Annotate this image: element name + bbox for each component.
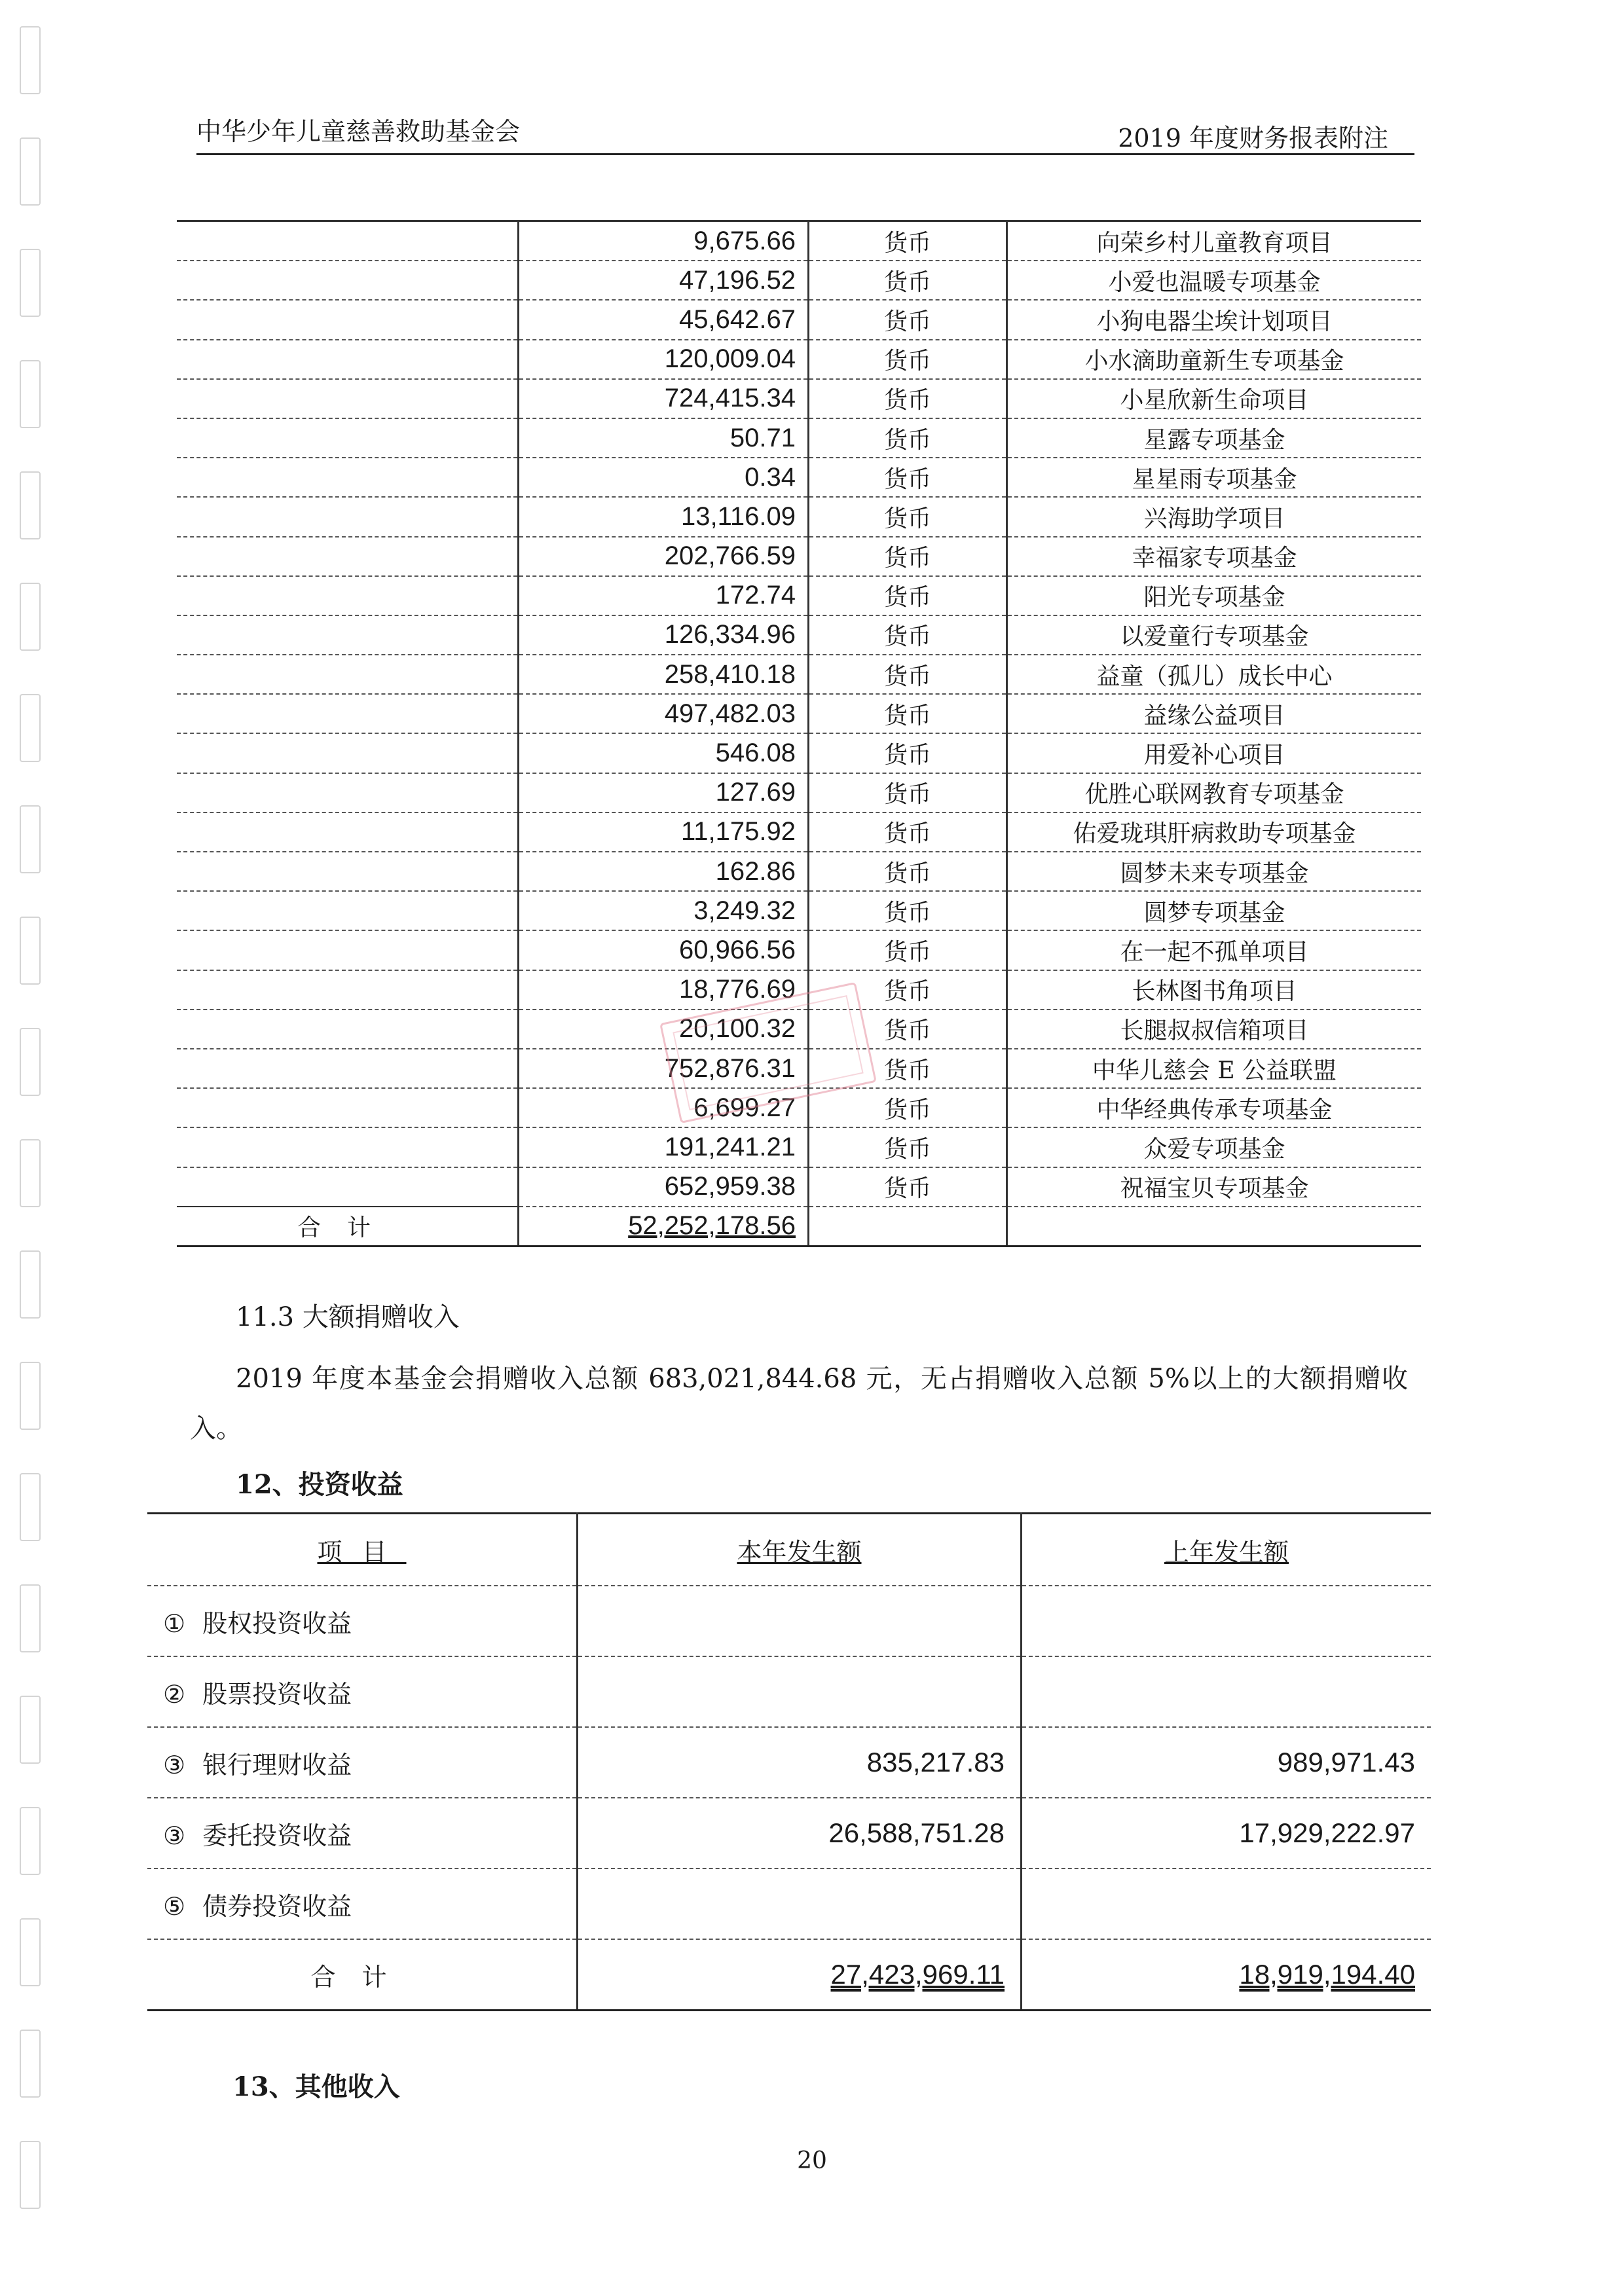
- binder-hole: [20, 805, 41, 873]
- section-13-title: 13、其他收入: [232, 2071, 400, 2102]
- amount-cell: 47,196.52: [519, 261, 809, 300]
- table-header-row: [147, 1514, 1431, 1586]
- blank-cell: [177, 1049, 519, 1088]
- current-year-cell: [578, 1656, 1022, 1727]
- table-row: [177, 891, 1421, 930]
- amount-cell: 6,699.27: [519, 1088, 809, 1127]
- current-year-cell: [578, 1586, 1022, 1656]
- project-cell: 在一起不孤单项目: [1007, 930, 1422, 970]
- type-cell: 货币: [809, 1049, 1007, 1088]
- table-row: [177, 221, 1421, 261]
- amount-cell: 546.08: [519, 733, 809, 773]
- binder-hole: [20, 249, 41, 317]
- type-cell: 货币: [809, 1010, 1007, 1049]
- blank-cell: [177, 1127, 519, 1167]
- amount-cell: 162.86: [519, 852, 809, 891]
- project-cell: 祝福宝贝专项基金: [1007, 1167, 1422, 1207]
- amount-cell: 172.74: [519, 576, 809, 615]
- table-row: [177, 733, 1421, 773]
- blank-cell: [177, 694, 519, 733]
- header-current-year: 本年发生额: [578, 1514, 1022, 1586]
- type-cell: 货币: [809, 221, 1007, 261]
- project-cell: 佑爱珑琪肝病救助专项基金: [1007, 812, 1422, 852]
- item-marker: ③: [163, 1821, 186, 1850]
- amount-cell: 60,966.56: [519, 930, 809, 970]
- project-cell: 幸福家专项基金: [1007, 537, 1422, 576]
- project-cell: 兴海助学项目: [1007, 497, 1422, 536]
- total-prior: 18,919,194.40: [1022, 1939, 1431, 2011]
- section-11-3-text: 2019 年度本基金会捐赠收入总额 683,021,844.68 元，无占捐赠收入总额 5%以上的大额捐赠收入。: [190, 1364, 1408, 1444]
- binder-hole: [20, 1250, 41, 1319]
- project-cell: 星星雨专项基金: [1007, 458, 1422, 497]
- type-cell: 货币: [809, 300, 1007, 339]
- type-cell: 货币: [809, 340, 1007, 379]
- header-rule: [196, 153, 1414, 155]
- type-cell: 货币: [809, 1088, 1007, 1127]
- item-cell: [147, 1656, 578, 1727]
- blank-cell: [177, 970, 519, 1010]
- item-cell: [147, 1586, 578, 1656]
- binder-hole: [20, 1028, 41, 1096]
- amount-cell: 9,675.66: [519, 221, 809, 261]
- type-cell: 货币: [809, 261, 1007, 300]
- type-cell: 货币: [809, 379, 1007, 418]
- prior-year-cell: [1022, 1868, 1431, 1939]
- table-row: [177, 340, 1421, 379]
- total-current: 27,423,969.11: [578, 1939, 1022, 2011]
- current-year-cell: 835,217.83: [578, 1727, 1022, 1798]
- table-row: [147, 1586, 1431, 1656]
- project-cell: 向荣乡村儿童教育项目: [1007, 221, 1422, 261]
- amount-cell: 497,482.03: [519, 694, 809, 733]
- type-cell: 货币: [809, 1167, 1007, 1207]
- total-row: [177, 1207, 1421, 1247]
- binder-hole: [20, 26, 41, 94]
- blank-cell: [177, 1088, 519, 1127]
- header-prior-year: 上年发生额: [1022, 1514, 1431, 1586]
- project-cell: 用爱补心项目: [1007, 733, 1422, 773]
- project-cell: 益童（孤儿）成长中心: [1007, 655, 1422, 694]
- binder-hole: [20, 583, 41, 651]
- item-marker: ③: [163, 1750, 186, 1779]
- table-row: [177, 773, 1421, 812]
- type-cell: 货币: [809, 930, 1007, 970]
- table-row: [147, 1798, 1431, 1868]
- table-row: [147, 1656, 1431, 1727]
- project-cell: 中华儿慈会 E 公益联盟: [1007, 1049, 1422, 1088]
- type-cell: 货币: [809, 694, 1007, 733]
- type-cell: 货币: [809, 891, 1007, 930]
- project-cell: 星露专项基金: [1007, 418, 1422, 458]
- header-report-title: 2019 年度财务报表附注: [1118, 124, 1388, 153]
- binder-hole: [20, 1584, 41, 1652]
- table-row: [147, 1727, 1431, 1798]
- table-row: [177, 852, 1421, 891]
- blank-cell: [177, 379, 519, 418]
- project-cell: 小狗电器尘埃计划项目: [1007, 300, 1422, 339]
- amount-cell: 20,100.32: [519, 1010, 809, 1049]
- project-cell: 以爱童行专项基金: [1007, 615, 1422, 655]
- type-cell: 货币: [809, 970, 1007, 1010]
- project-cell: 圆梦未来专项基金: [1007, 852, 1422, 891]
- blank-cell: [177, 340, 519, 379]
- table-row: [177, 1167, 1421, 1207]
- table-row: [177, 379, 1421, 418]
- blank-cell: [177, 1167, 519, 1207]
- binder-hole: [20, 1807, 41, 1875]
- type-cell: 货币: [809, 537, 1007, 576]
- project-cell: 优胜心联网教育专项基金: [1007, 773, 1422, 812]
- amount-cell: 191,241.21: [519, 1127, 809, 1167]
- project-cell: 长林图书角项目: [1007, 970, 1422, 1010]
- table-row: [177, 418, 1421, 458]
- project-cell: 小爱也温暖专项基金: [1007, 261, 1422, 300]
- binder-hole: [20, 694, 41, 762]
- item-label: 银行理财收益: [202, 1750, 352, 1779]
- project-cell: 小星欣新生命项目: [1007, 379, 1422, 418]
- project-cell: 中华经典传承专项基金: [1007, 1088, 1422, 1127]
- table-row: [177, 694, 1421, 733]
- amount-cell: 13,116.09: [519, 497, 809, 536]
- blank-cell: [177, 891, 519, 930]
- table-row: [177, 655, 1421, 694]
- total-label: 合计: [177, 1207, 519, 1247]
- project-cell: 阳光专项基金: [1007, 576, 1422, 615]
- header-org-name: 中华少年儿童慈善救助基金会: [196, 117, 521, 146]
- blank-cell: [177, 497, 519, 536]
- table-row: [177, 497, 1421, 536]
- item-label: 股权投资收益: [202, 1609, 352, 1638]
- binder-hole: [20, 471, 41, 539]
- prior-year-cell: 989,971.43: [1022, 1727, 1431, 1798]
- table-row: [177, 930, 1421, 970]
- blank-cell: [177, 221, 519, 261]
- total-label: 合计: [147, 1939, 578, 2011]
- project-cell: 长腿叔叔信箱项目: [1007, 1010, 1422, 1049]
- item-cell: [147, 1727, 578, 1798]
- table-row: [177, 537, 1421, 576]
- item-label: 委托投资收益: [202, 1821, 352, 1850]
- blank-cell: [177, 537, 519, 576]
- binder-hole: [20, 1918, 41, 1986]
- prior-year-cell: 17,929,222.97: [1022, 1798, 1431, 1868]
- total-amount: 52,252,178.56: [519, 1207, 809, 1247]
- amount-cell: 11,175.92: [519, 812, 809, 852]
- blank-cell: [177, 655, 519, 694]
- blank-cell: [177, 852, 519, 891]
- binder-hole: [20, 137, 41, 206]
- blank-cell: [809, 1207, 1007, 1247]
- table-row: [177, 615, 1421, 655]
- amount-cell: 126,334.96: [519, 615, 809, 655]
- type-cell: 货币: [809, 655, 1007, 694]
- amount-cell: 652,959.38: [519, 1167, 809, 1207]
- table-row: [177, 261, 1421, 300]
- table-row: [177, 300, 1421, 339]
- item-label: 债券投资收益: [202, 1891, 352, 1921]
- amount-cell: 127.69: [519, 773, 809, 812]
- total-row: [147, 1939, 1431, 2011]
- type-cell: 货币: [809, 812, 1007, 852]
- binder-hole: [20, 360, 41, 428]
- binder-edge: [20, 26, 43, 2265]
- amount-cell: 258,410.18: [519, 655, 809, 694]
- investment-income-table: [147, 1512, 1431, 2011]
- blank-cell: [177, 458, 519, 497]
- prior-year-cell: [1022, 1656, 1431, 1727]
- section-11-3-title: 11.3 大额捐赠收入: [236, 1302, 460, 1332]
- project-cell: 众爱专项基金: [1007, 1127, 1422, 1167]
- binder-hole: [20, 1139, 41, 1207]
- amount-cell: 0.34: [519, 458, 809, 497]
- type-cell: 货币: [809, 576, 1007, 615]
- amount-cell: 18,776.69: [519, 970, 809, 1010]
- amount-cell: 3,249.32: [519, 891, 809, 930]
- blank-cell: [177, 418, 519, 458]
- item-marker: ②: [163, 1679, 186, 1709]
- item-cell: [147, 1868, 578, 1939]
- type-cell: 货币: [809, 418, 1007, 458]
- blank-cell: [1007, 1207, 1422, 1247]
- amount-cell: 724,415.34: [519, 379, 809, 418]
- binder-hole: [20, 1696, 41, 1764]
- item-label: 股票投资收益: [202, 1679, 352, 1709]
- binder-hole: [20, 1473, 41, 1541]
- project-cell: 益缘公益项目: [1007, 694, 1422, 733]
- amount-cell: 50.71: [519, 418, 809, 458]
- header-item: 项目: [147, 1514, 578, 1586]
- page-number: 20: [797, 2147, 827, 2174]
- blank-cell: [177, 812, 519, 852]
- item-marker: ⑤: [163, 1891, 186, 1921]
- prior-year-cell: [1022, 1586, 1431, 1656]
- project-cell: 小水滴助童新生专项基金: [1007, 340, 1422, 379]
- blank-cell: [177, 930, 519, 970]
- type-cell: 货币: [809, 458, 1007, 497]
- table-row: [177, 576, 1421, 615]
- table-row: [177, 812, 1421, 852]
- blank-cell: [177, 733, 519, 773]
- binder-hole: [20, 2030, 41, 2098]
- type-cell: 货币: [809, 773, 1007, 812]
- binder-hole: [20, 1362, 41, 1430]
- blank-cell: [177, 1010, 519, 1049]
- table-row: [177, 1127, 1421, 1167]
- section-12-title: 12、投资收益: [236, 1469, 403, 1500]
- type-cell: 货币: [809, 615, 1007, 655]
- current-year-cell: 26,588,751.28: [578, 1798, 1022, 1868]
- blank-cell: [177, 773, 519, 812]
- amount-cell: 45,642.67: [519, 300, 809, 339]
- type-cell: 货币: [809, 1127, 1007, 1167]
- project-cell: 圆梦专项基金: [1007, 891, 1422, 930]
- type-cell: 货币: [809, 497, 1007, 536]
- amount-cell: 120,009.04: [519, 340, 809, 379]
- table-row: [177, 458, 1421, 497]
- type-cell: 货币: [809, 852, 1007, 891]
- binder-hole: [20, 917, 41, 985]
- table-row: [147, 1868, 1431, 1939]
- type-cell: 货币: [809, 733, 1007, 773]
- amount-cell: 752,876.31: [519, 1049, 809, 1088]
- current-year-cell: [578, 1868, 1022, 1939]
- blank-cell: [177, 576, 519, 615]
- blank-cell: [177, 300, 519, 339]
- item-cell: [147, 1798, 578, 1868]
- blank-cell: [177, 615, 519, 655]
- amount-cell: 202,766.59: [519, 537, 809, 576]
- item-marker: ①: [163, 1609, 186, 1638]
- blank-cell: [177, 261, 519, 300]
